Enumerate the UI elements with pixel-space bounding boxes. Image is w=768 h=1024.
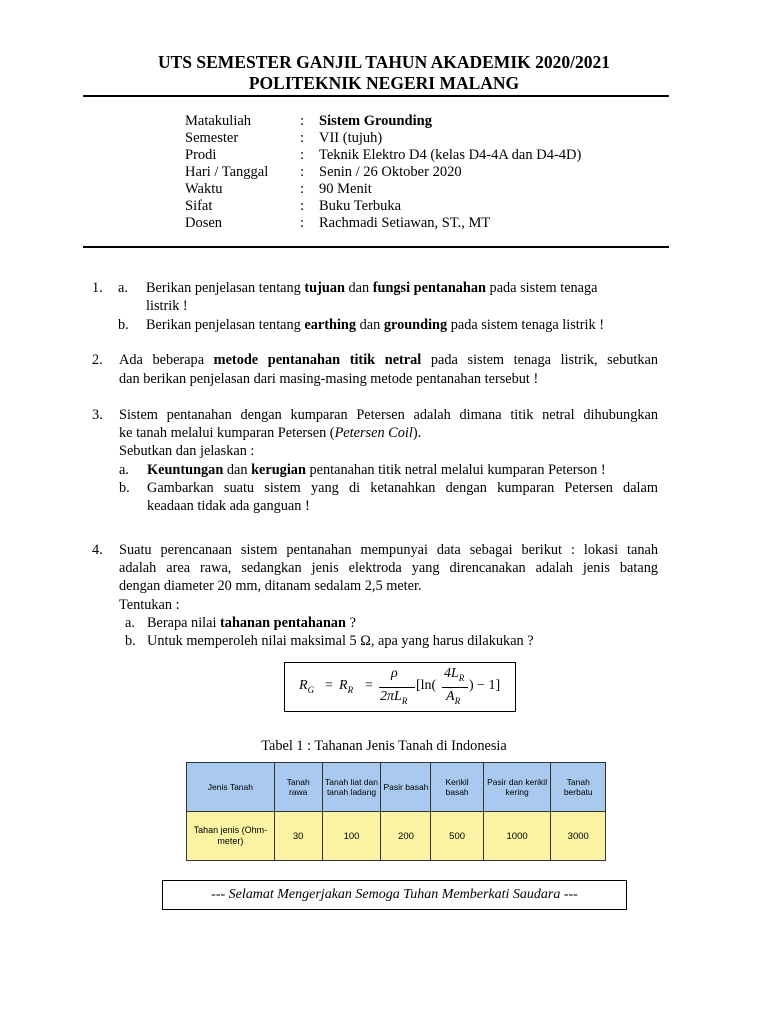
closing-message: --- Selamat Mengerjakan Semoga Tuhan Memberkati Saudara --- xyxy=(162,880,627,910)
question-3b-text-cont: keadaan tidak ada ganguan ! xyxy=(147,498,310,514)
question-number: 3. xyxy=(92,407,103,423)
question-3-text: Sistem pentanahan dengan kumparan Petersen adalah dimana titik netral dihubungkan xyxy=(119,407,658,423)
question-number: 2. xyxy=(92,352,103,368)
question-3-text-cont: ke tanah melalui kumparan Petersen (Petersen Coil). xyxy=(119,425,422,441)
question-2-text-cont: dan berikan penjelasan dari masing-masing metode pentanahan tersebut ! xyxy=(119,371,539,387)
table-header: Tanah rawa xyxy=(274,763,322,812)
question-4-text-cont: dengan diameter 20 mm, ditanam sedalam 2,5 meter. xyxy=(119,578,422,594)
course-name: Sistem Grounding xyxy=(319,113,432,129)
table-header: Tanah berbatu xyxy=(551,763,606,812)
soil-resistivity-table xyxy=(186,762,606,861)
question-1a-text: Berikan penjelasan tentang tujuan dan fungsi pentanahan pada sistem tenaga xyxy=(146,280,598,296)
table-header-row xyxy=(187,763,606,812)
item-marker: a. xyxy=(125,615,135,631)
resistance-formula: $R_G$ = $R_R$ = ρ $2\pi L_R$ [ln( $4L_R$ $A_R$ ) − 1] xyxy=(284,662,516,712)
table-cell: 100 xyxy=(322,812,381,861)
question-4-text: Suatu perencanaan sistem pentanahan mempunyai data sebagai berikut : lokasi tanah xyxy=(119,542,658,558)
question-4a-text: Berapa nilai tahanan pentahanan ? xyxy=(147,615,356,631)
institution-name: POLITEKNIK NEGERI MALANG xyxy=(248,73,520,93)
formula-lhs: $R_G$ xyxy=(299,678,315,695)
table-cell: 1000 xyxy=(483,812,551,861)
question-4-text-cont: adalah area rawa, sedangkan jenis elektroda yang direncanakan adalah jenis batang xyxy=(119,560,658,576)
table-cell: Tahan jenis (Ohm-meter) xyxy=(187,812,275,861)
header-divider xyxy=(83,95,669,97)
table-header: Kerikil basah xyxy=(431,763,483,812)
question-2-text: Ada beberapa metode pentanahan titik netral pada sistem tenaga listrik, sebutkan xyxy=(119,352,658,368)
table-caption: Tabel 1 : Tahanan Jenis Tanah di Indonesia xyxy=(261,738,507,754)
question-1b-text: Berikan penjelasan tentang earthing dan grounding pada sistem tenaga listrik ! xyxy=(146,317,604,333)
table-header: Pasir basah xyxy=(381,763,431,812)
question-number: 4. xyxy=(92,542,103,558)
question-4b-text: Untuk memperoleh nilai maksimal 5 Ω, apa yang harus dilakukan ? xyxy=(147,633,534,649)
table-cell: 500 xyxy=(431,812,483,861)
formula-denominator: $2\pi L_R$ xyxy=(380,689,408,706)
table-header: Jenis Tanah xyxy=(187,763,275,812)
formula-mid: $R_R$ xyxy=(339,678,354,695)
meta-divider xyxy=(83,246,669,248)
table-cell: 200 xyxy=(381,812,431,861)
question-number: 1. xyxy=(92,280,103,296)
item-marker: b. xyxy=(119,480,130,496)
formula-4lr: $4L_R$ xyxy=(444,666,465,683)
item-marker: a. xyxy=(118,280,128,296)
table-header: Tanah liat dan tanah ladang xyxy=(322,763,381,812)
formula-ar: $A_R$ xyxy=(446,689,461,706)
table-cell: 30 xyxy=(274,812,322,861)
item-marker: a. xyxy=(119,462,129,478)
formula-rho: ρ xyxy=(391,666,398,681)
question-3a-text: Keuntungan dan kerugian pentanahan titik netral melalui kumparan Peterson ! xyxy=(147,462,606,478)
question-1a-text-cont: listrik ! xyxy=(146,298,188,314)
table-row xyxy=(187,812,606,861)
item-marker: b. xyxy=(118,317,129,333)
question-3b-text: Gambarkan suatu sistem yang di ketanahkan dengan kumparan Petersen dalam xyxy=(147,480,658,496)
table-cell: 3000 xyxy=(551,812,606,861)
item-marker: b. xyxy=(125,633,136,649)
exam-title: UTS SEMESTER GANJIL TAHUN AKADEMIK 2020/2021 xyxy=(157,52,610,72)
table-header: Pasir dan kerikil kering xyxy=(483,763,551,812)
question-4-instruction: Tentukan : xyxy=(119,597,180,613)
question-3-instruction: Sebutkan dan jelaskan : xyxy=(119,443,255,459)
